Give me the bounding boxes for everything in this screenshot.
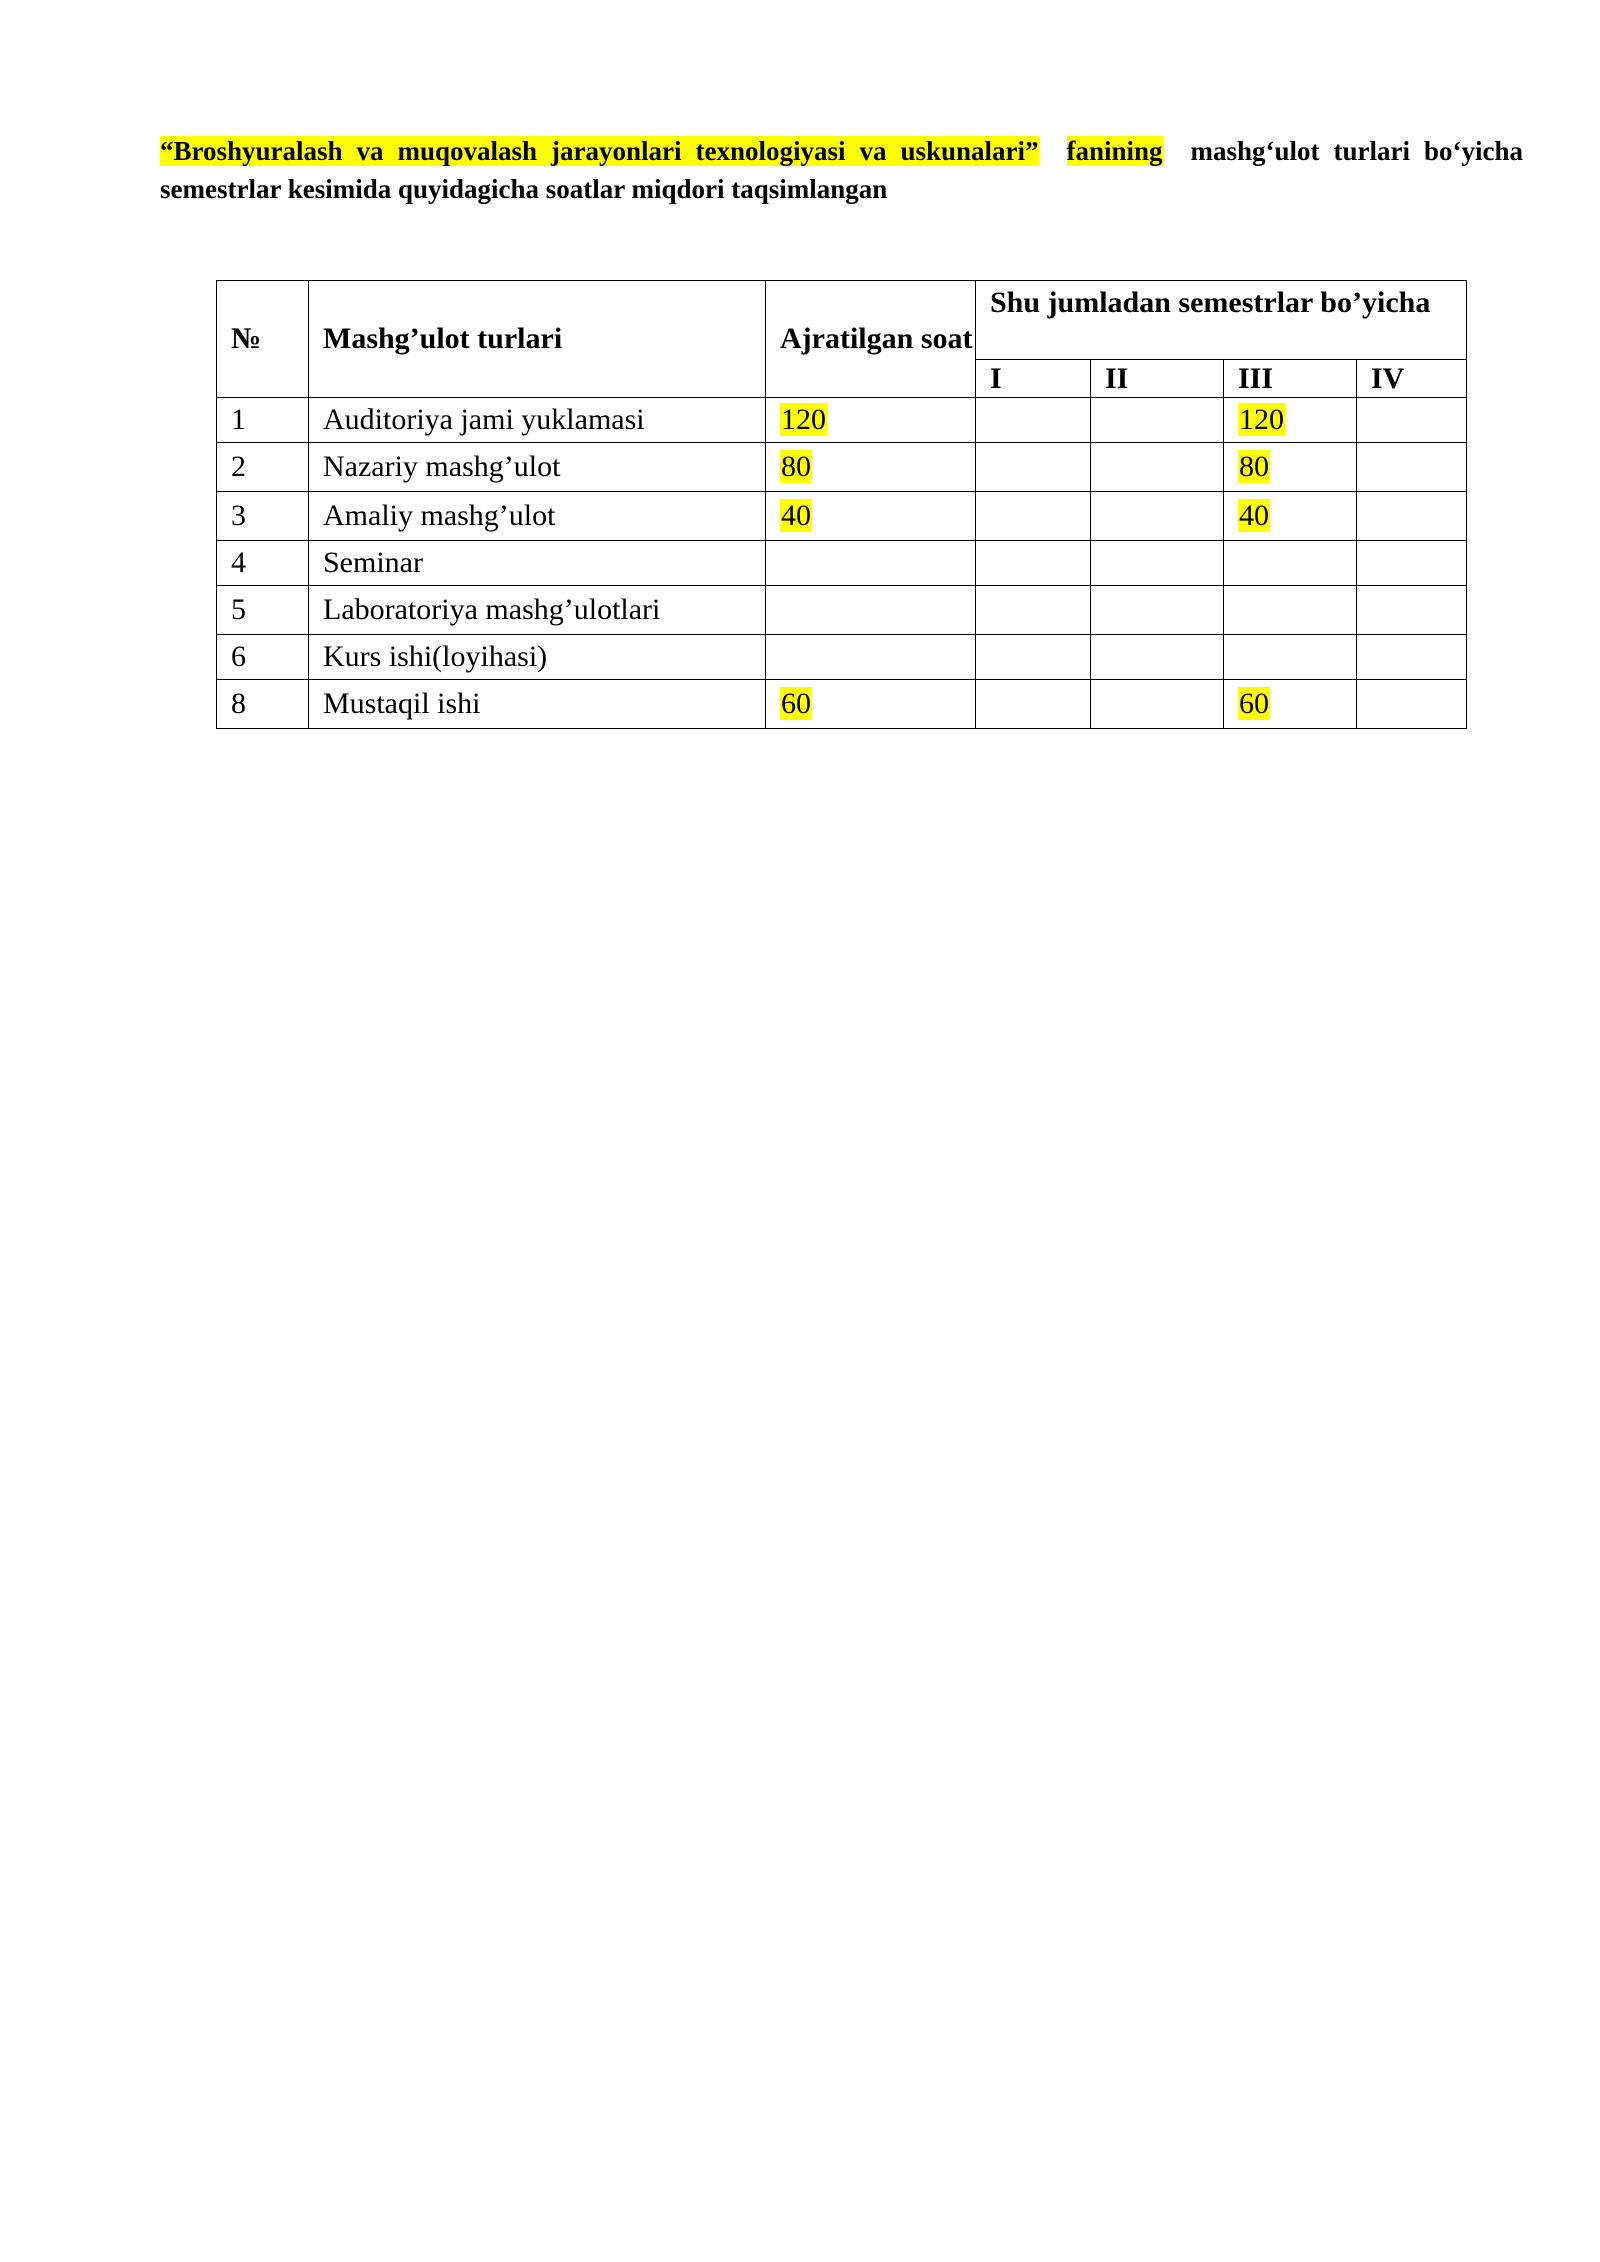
- row-semester-3-value: 120: [1239, 403, 1284, 436]
- row-semester-1: [976, 398, 1091, 443]
- row-semester-2: [1091, 586, 1224, 635]
- col-header-semester-1: I: [976, 360, 1091, 398]
- row-hours: [766, 398, 976, 443]
- row-semester-2: [1091, 492, 1224, 541]
- table-row: [217, 680, 1467, 729]
- row-hours-value: 80: [781, 450, 811, 483]
- row-number: 2: [217, 443, 309, 492]
- row-hours: [766, 492, 976, 541]
- row-semester-3-value: 80: [1239, 450, 1269, 483]
- row-number: 6: [217, 635, 309, 680]
- word-fanining: fanining: [1066, 136, 1163, 166]
- row-number: 1: [217, 398, 309, 443]
- row-semester-3-value: 40: [1239, 499, 1269, 532]
- row-type: Laboratoriya mashg’ulotlari: [309, 586, 766, 635]
- table-row: [217, 443, 1467, 492]
- col-header-semester-3: III: [1224, 360, 1357, 398]
- row-semester-1: [976, 492, 1091, 541]
- row-hours: [766, 586, 976, 635]
- table-row: [217, 635, 1467, 680]
- row-semester-2: [1091, 541, 1224, 586]
- row-type: Mustaqil ishi: [309, 680, 766, 729]
- row-hours: [766, 443, 976, 492]
- heading-rest: mashg‘ulot turlari bo‘yicha semestrlar kesimida quyidagicha soatlar miqdori taqsimlangan: [160, 136, 1523, 204]
- row-type: Nazariy mashg’ulot: [309, 443, 766, 492]
- row-semester-2: [1091, 635, 1224, 680]
- row-semester-3: [1224, 680, 1357, 729]
- row-number: 8: [217, 680, 309, 729]
- row-hours-value: 60: [781, 687, 811, 720]
- row-hours: [766, 680, 976, 729]
- table-row: [217, 586, 1467, 635]
- row-hours-value: 40: [781, 499, 811, 532]
- row-number: 3: [217, 492, 309, 541]
- row-semester-4: [1357, 680, 1467, 729]
- row-semester-4: [1357, 398, 1467, 443]
- row-type: Amaliy mashg’ulot: [309, 492, 766, 541]
- row-semester-4: [1357, 635, 1467, 680]
- row-semester-4: [1357, 443, 1467, 492]
- row-hours: [766, 635, 976, 680]
- table-row: [217, 541, 1467, 586]
- row-semester-1: [976, 443, 1091, 492]
- row-hours-value: 120: [781, 403, 826, 436]
- row-semester-2: [1091, 398, 1224, 443]
- col-header-hours: Ajratilgan soat: [766, 281, 976, 398]
- col-header-semester-4: IV: [1357, 360, 1467, 398]
- row-semester-3: [1224, 541, 1357, 586]
- row-semester-1: [976, 541, 1091, 586]
- hours-table: [216, 280, 1467, 729]
- row-semester-4: [1357, 541, 1467, 586]
- table-row: [217, 492, 1467, 541]
- row-semester-4: [1357, 586, 1467, 635]
- row-type: Seminar: [309, 541, 766, 586]
- row-number: 5: [217, 586, 309, 635]
- row-semester-1: [976, 635, 1091, 680]
- row-hours: [766, 541, 976, 586]
- row-type: Auditoriya jami yuklamasi: [309, 398, 766, 443]
- row-semester-2: [1091, 680, 1224, 729]
- col-header-semesters-group: Shu jumladan semestrlar bo’yicha: [976, 281, 1467, 360]
- row-semester-3: [1224, 492, 1357, 541]
- row-semester-1: [976, 680, 1091, 729]
- row-semester-3: [1224, 443, 1357, 492]
- row-semester-2: [1091, 443, 1224, 492]
- row-type: Kurs ishi(loyihasi): [309, 635, 766, 680]
- table-row: [217, 398, 1467, 443]
- subject-title: “Broshyuralash va muqovalash jarayonlari texnologiyasi va uskunalari”: [160, 136, 1039, 166]
- col-header-number: №: [217, 281, 309, 398]
- row-number: 4: [217, 541, 309, 586]
- row-semester-3: [1224, 635, 1357, 680]
- row-semester-1: [976, 586, 1091, 635]
- page-heading: [160, 132, 1523, 208]
- col-header-semester-2: II: [1091, 360, 1224, 398]
- col-header-type: Mashg’ulot turlari: [309, 281, 766, 398]
- row-semester-3-value: 60: [1239, 687, 1269, 720]
- row-semester-3: [1224, 398, 1357, 443]
- row-semester-4: [1357, 492, 1467, 541]
- row-semester-3: [1224, 586, 1357, 635]
